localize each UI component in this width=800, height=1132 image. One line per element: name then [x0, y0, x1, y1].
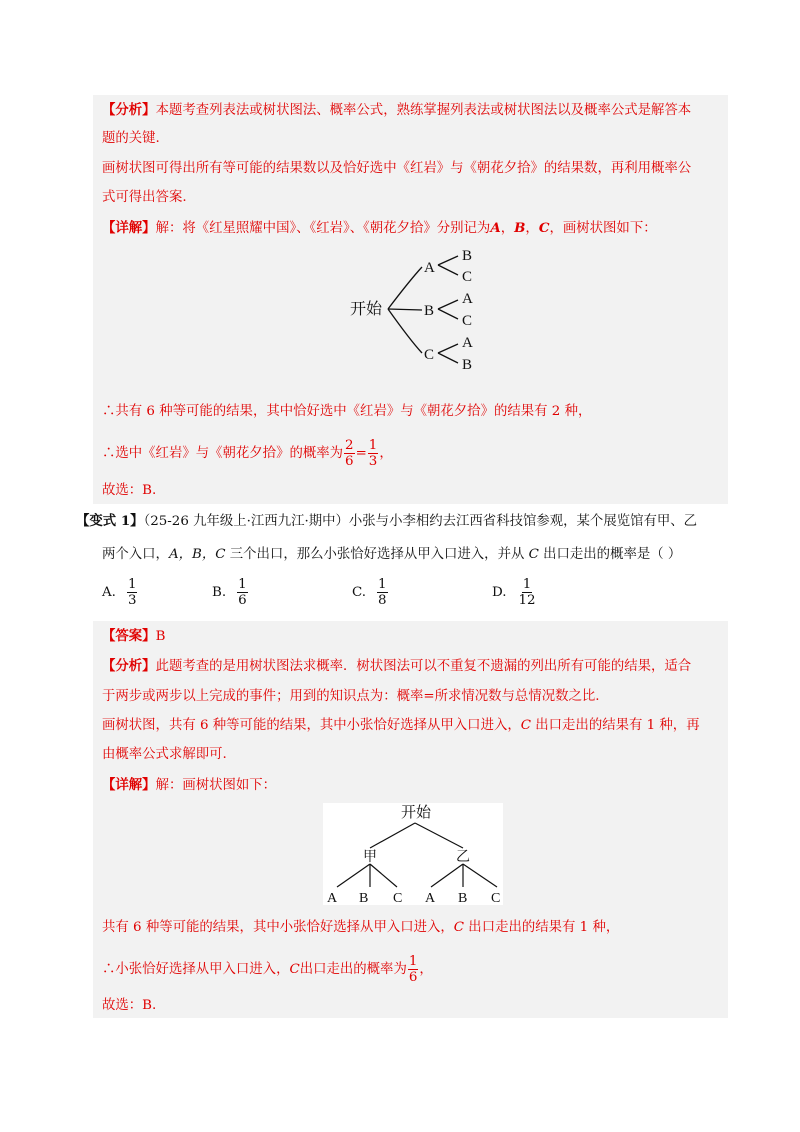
separator: ， [525, 221, 539, 236]
question-line-1 [76, 512, 697, 531]
option-d[interactable] [492, 577, 538, 608]
choose-answer: 故选：B. [102, 483, 157, 498]
fraction-2-6 [344, 438, 355, 469]
tree2-leaf: C [393, 891, 403, 905]
result2-line [102, 919, 619, 937]
option-letter: B. [212, 585, 227, 600]
prob-prefix: ∴选中《红岩》与《朝花夕拾》的概率为 [102, 445, 344, 461]
question-var-c: C [528, 547, 539, 562]
option-fraction [237, 577, 248, 608]
tree2-leaf: B [359, 891, 369, 905]
tree1-leaf: C [462, 269, 473, 285]
analysis-tag: 【分析】 [102, 658, 156, 674]
tree1-leaf: B [462, 357, 473, 373]
frac-num: 1 [408, 954, 418, 969]
detail-end: ，画树状图如下： [549, 221, 657, 236]
detail-text: 解：画树状图如下： [155, 778, 277, 793]
tree-diagram-2 [323, 803, 503, 905]
tree1-node-c: C [424, 347, 435, 363]
fraction-1-3 [368, 438, 379, 469]
var-c: C [538, 220, 550, 236]
tree1-leaf: A [462, 291, 473, 307]
question-vars: A，B，C [168, 547, 226, 562]
analysis-line-2: 题的关键. [102, 131, 160, 146]
option-letter: C. [352, 585, 367, 600]
answer-line [102, 627, 165, 646]
option-b[interactable] [212, 577, 249, 608]
tree2-leaf: C [491, 891, 501, 905]
frac-num: 1 [127, 577, 137, 592]
option-letter: D. [492, 585, 507, 600]
var-b: B [514, 220, 526, 236]
probability-line [102, 438, 393, 469]
frac-den: 8 [378, 593, 387, 608]
frac-den: 12 [518, 593, 536, 608]
tree2-leaf: A [327, 891, 338, 905]
choose-answer-2: 故选：B. [102, 998, 157, 1013]
question-line-2 [102, 546, 681, 564]
analysis-text: 此题考查的是用树状图法求概率．树状图法可以不重复不遗漏的列出所有可能的结果，适合 [155, 659, 692, 674]
question-text: （25-26 九年级上·江西九江·期中）小张与小李相约去江西省科技馆参观，某个展览馆有甲、乙 [143, 514, 698, 529]
frac-den: 6 [238, 593, 247, 608]
answer-tag: 【答案】 [102, 628, 156, 644]
frac-num: 1 [522, 577, 532, 592]
var-c: C [453, 920, 465, 935]
analysis-line-3: 画树状图可得出所有等可能的结果数以及恰好选中《红岩》与《朝花夕拾》的结果数，再利用概率公 [102, 161, 692, 176]
var-c: C [289, 961, 300, 977]
frac-den: 6 [345, 454, 354, 469]
option-c[interactable] [352, 577, 389, 608]
frac-den: 3 [368, 454, 378, 469]
analysis-text: 画树状图，共有 6 种等可能的结果，其中小张恰好选择从甲入口进入， [102, 718, 521, 733]
tree1-root: 开始 [350, 301, 383, 318]
detail-text: 解：将《红星照耀中国》、《红岩》、《朝花夕拾》分别记为 [155, 221, 491, 236]
detail-tag: 【详解】 [102, 220, 156, 236]
tree1-node-a: A [424, 260, 435, 276]
tree-diagram-1 [340, 240, 500, 380]
analysis2-line-3 [102, 717, 700, 735]
result-text: 共有 6 种等可能的结果，其中小张恰好选择从甲入口进入， [102, 920, 454, 935]
prob-suffix: ， [419, 961, 433, 977]
equals-sign: = [355, 445, 367, 461]
tree1-leaf: A [462, 335, 473, 351]
option-fraction [518, 577, 537, 608]
tree1-leaf: C [462, 313, 473, 329]
analysis-text: 本题考查列表法或树状图法、概率公式，熟练掌握列表法或树状图法以及概率公式是解答本 [155, 103, 692, 118]
detail-tag: 【详解】 [102, 777, 156, 793]
frac-num: 1 [378, 577, 387, 592]
option-letter: A. [102, 585, 116, 600]
prob-suffix: ， [379, 445, 393, 461]
question-text: 出口走出的概率是（ ） [538, 547, 682, 562]
option-fraction [127, 577, 138, 608]
frac-den: 6 [408, 970, 418, 985]
separator: ， [500, 221, 515, 236]
analysis-tag: 【分析】 [102, 102, 156, 118]
analysis-text: 出口走出的结果有 1 种，再 [531, 718, 700, 733]
probability2-line [102, 954, 433, 985]
tree2-node-yi: 乙 [456, 850, 470, 865]
tree2-leaf: B [458, 891, 468, 905]
prob-prefix: ∴小张恰好选择从甲入口进入， [102, 961, 290, 977]
detail2-line [102, 776, 276, 795]
var-c: C [520, 718, 531, 733]
tree2-root: 开始 [401, 805, 432, 821]
result-line: ∴共有 6 种等可能的结果，其中恰好选中《红岩》与《朝花夕拾》的结果有 2 种， [102, 404, 592, 419]
answer-value: B [155, 629, 166, 644]
var-a: A [490, 220, 501, 236]
question-text: 三个出口，那么小张恰好选择从甲入口进入，并从 [225, 547, 529, 562]
fraction-1-6 [408, 954, 419, 985]
question-text: 两个入口， [102, 547, 169, 562]
analysis-line-1 [102, 101, 691, 120]
tree1-node-b: B [424, 303, 435, 319]
analysis2-line-4: 由概率公式求解即可. [102, 747, 227, 762]
tree2-node-jia: 甲 [363, 850, 377, 865]
analysis2-line-1 [102, 657, 691, 676]
tree1-leaf: B [462, 248, 473, 264]
detail-line [102, 219, 657, 238]
frac-num: 1 [368, 438, 378, 453]
prob-text: 出口走出的概率为 [299, 961, 407, 977]
tree2-leaf: A [425, 891, 436, 905]
frac-den: 3 [127, 593, 137, 608]
option-a[interactable] [102, 577, 138, 608]
analysis-line-4: 式可得出答案. [102, 190, 187, 205]
analysis2-line-2: 于两步或两步以上完成的事件；用到的知识点为：概率=所求情况数与总情况数之比. [102, 689, 600, 704]
question-label: 【变式 1】 [76, 513, 144, 529]
frac-num: 1 [238, 577, 247, 592]
result-text: 出口走出的结果有 1 种， [464, 920, 620, 935]
option-fraction [377, 577, 388, 608]
frac-num: 2 [345, 438, 354, 453]
